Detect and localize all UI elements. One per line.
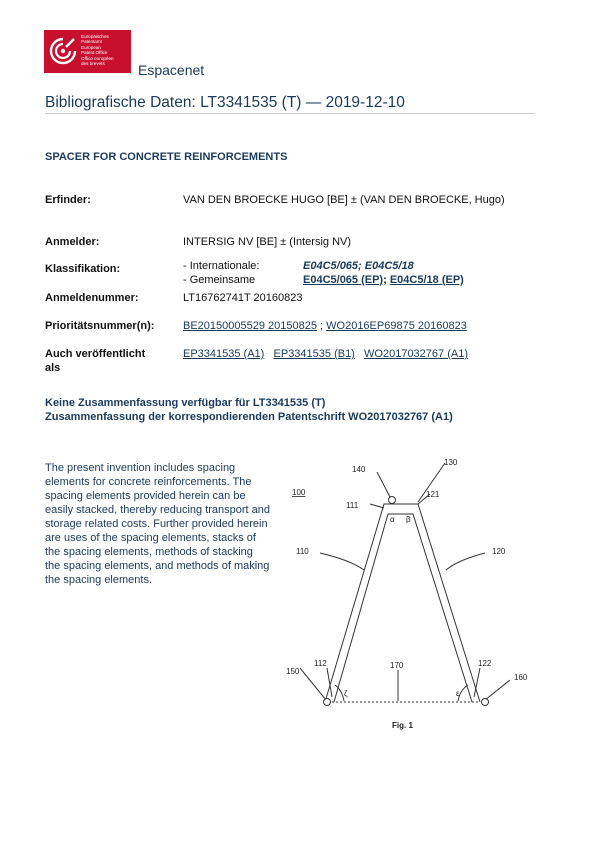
logo-text: Europäisches Patentamt European Patent Office Office européen des brevets xyxy=(81,34,114,67)
figure-caption: Fig. 1 xyxy=(392,721,413,730)
no-abstract-notice xyxy=(45,396,453,424)
published-link-1[interactable]: EP3341535 (A1) xyxy=(183,348,265,360)
class-cooperative-value xyxy=(303,274,464,286)
label-zeta: ζ xyxy=(344,689,348,698)
label-140: 140 xyxy=(352,465,366,474)
class-international-value[interactable]: E04C5/065; E04C5/18 xyxy=(303,260,414,272)
priority-label: Prioritätsnummer(n): xyxy=(45,320,155,332)
leader-150 xyxy=(300,668,326,700)
applicant-value: INTERSIG NV [BE] ± (Intersig NV) xyxy=(183,236,352,248)
title-divider xyxy=(45,113,535,114)
leader-140 xyxy=(377,472,390,497)
document-title: SPACER FOR CONCRETE REINFORCEMENTS xyxy=(45,151,288,163)
top-node-140 xyxy=(389,497,396,504)
label-100: 100 xyxy=(292,488,306,497)
no-abstract-line: Keine Zusammenfassung verfügbar für LT3341535 (T) xyxy=(45,397,326,409)
application-number-label: Anmeldenummer: xyxy=(45,292,139,304)
brand-name: Espacenet xyxy=(138,62,205,78)
label-120: 120 xyxy=(492,547,506,556)
label-121: 121 xyxy=(426,490,440,499)
label-170: 170 xyxy=(390,661,404,670)
spacer-outer-outline xyxy=(325,504,480,702)
epo-logo-mark xyxy=(48,35,78,67)
leader-120 xyxy=(446,553,485,570)
label-130: 130 xyxy=(444,458,458,467)
leader-160 xyxy=(485,680,510,700)
priority-link-2[interactable]: WO2016EP69875 20160823 xyxy=(326,320,467,332)
priority-value xyxy=(183,319,467,333)
label-122: 122 xyxy=(478,659,492,668)
label-epsilon: ε xyxy=(456,689,460,698)
label-112: 112 xyxy=(314,659,327,668)
abstract-text: The present invention includes spacing elements for concrete reinforcements. The spacing elements provided herein can be easily stacked, thereby reducing transport and storage related costs. Further provided herein are uses of the spacing elements, stacks of the spacing elements, methods of stacking the spacing elements, and methods of making the spacing elements. xyxy=(45,462,271,586)
class-coop-link-2[interactable]: E04C5/18 (EP) xyxy=(389,274,464,286)
page-title: Bibliografische Daten: LT3341535 (T) — 2019-12-10 xyxy=(45,94,405,111)
foot-node-150 xyxy=(324,699,331,706)
class-international-label: - Internationale: xyxy=(183,260,260,272)
priority-link-1[interactable]: BE20150005529 20150825 xyxy=(183,320,317,332)
leader-110 xyxy=(320,553,364,570)
inventor-label: Erfinder: xyxy=(45,194,91,206)
label-111: 111 xyxy=(346,501,359,510)
also-published-value xyxy=(183,347,468,361)
label-160: 160 xyxy=(514,673,528,682)
epo-logo[interactable] xyxy=(44,30,131,73)
applicant-label: Anmelder: xyxy=(45,236,100,248)
published-link-2[interactable]: EP3341535 (B1) xyxy=(273,348,355,360)
label-150: 150 xyxy=(286,667,300,676)
label-beta: β xyxy=(406,515,411,524)
spacer-inner-outline xyxy=(334,514,472,702)
leader-111 xyxy=(370,504,384,508)
label-alpha: α xyxy=(390,515,395,524)
patent-figure xyxy=(280,450,550,740)
class-coop-link-1[interactable]: E04C5/065 (EP) xyxy=(303,274,384,286)
application-number-value: LT16762741T 20160823 xyxy=(183,292,303,304)
also-published-label: Auch veröffentlicht als xyxy=(45,348,146,374)
class-coop-separator: ; xyxy=(383,274,390,286)
class-cooperative-label: - Gemeinsame xyxy=(183,274,256,286)
inventor-value: VAN DEN BROECKE HUGO [BE] ± (VAN DEN BROECKE, Hugo) xyxy=(183,194,505,206)
priority-separator: ; xyxy=(316,320,327,332)
published-link-3[interactable]: WO2017032767 (A1) xyxy=(364,348,468,360)
corresponding-abstract-line: Zusammenfassung der korrespondierenden Patentschrift WO2017032767 (A1) xyxy=(45,411,453,423)
foot-node-160 xyxy=(482,699,489,706)
classification-label: Klassifikation: xyxy=(45,263,121,275)
label-110: 110 xyxy=(296,547,309,556)
